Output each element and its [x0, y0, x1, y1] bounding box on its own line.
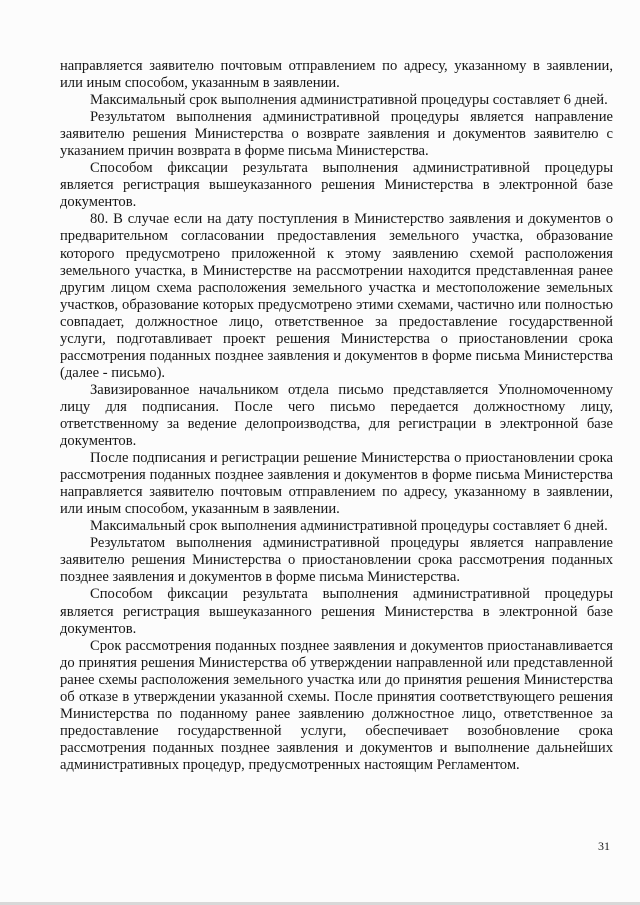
paragraph-max-term-return: Максимальный срок выполнения административной процедуры составляет 6 дней.	[90, 92, 608, 109]
paragraph-continuation: направляется заявителю почтовым отправлением по адресу, указанному в заявлении, или иным способом, указанным в заявлении.	[60, 58, 613, 92]
paragraph-fixation-return: Способом фиксации результата выполнения административной процедуры является регистрация вышеуказанного решения Министерства в электронной базе документов.	[60, 160, 613, 211]
paragraph-result-suspension: Результатом выполнения административной процедуры является направление заявителю решения Министерства о приостановлении срока рассмотрения поданных позднее заявления и документов в форме письма Министерства.	[60, 535, 613, 586]
paragraph-max-term-suspension: Максимальный срок выполнения административной процедуры составляет 6 дней.	[90, 518, 608, 535]
document-body	[60, 58, 613, 774]
paragraph-fixation-suspension: Способом фиксации результата выполнения административной процедуры является регистрация вышеуказанного решения Министерства в электронной базе документов.	[60, 586, 613, 637]
paragraph-after-signing: После подписания и регистрации решение Министерства о приостановлении срока рассмотрения поданных позднее заявления и документов в форме письма Министерства направляется заявителю почтовым отправлением по адресу, указанному в заявлении, или иным способом, указанным в заявлении.	[60, 450, 613, 518]
paragraph-suspension-term: Срок рассмотрения поданных позднее заявления и документов приостанавливается до принятия решения Министерства об утверждении направленной или представленной ранее схемы расположения земельного участка или до принятия решения Министерства об отказе в утверждении указанной схемы. После принятия соответствующего решения Министерства по поданному ранее заявлению должностное лицо, ответственное за предоставление государственной услуги, обеспечивает возобновление срока рассмотрения поданных позднее заявления и документов и выполнение дальнейших административных процедур, предусмотренных настоящим Регламентом.	[60, 637, 613, 773]
paragraph-item-80: 80. В случае если на дату поступления в Министерство заявления и документов о предварительном согласовании предоставления земельного участка, образование которого предусмотрено приложенной к этому заявлению схемой расположения земельного участка, в Министерстве на рассмотрении находится представленная ранее другим лицом схема расположения земельного участка и местоположение земельных участков, образование которых предусмотрено этими схемами, частично или полностью совпадает, должностное лицо, ответственное за предоставление государственной услуги, подготавливает проект решения Министерства о приостановлении срока рассмотрения поданных позднее заявления и документов в форме письма Министерства (далее - письмо).	[60, 211, 613, 381]
page-number: 31	[598, 839, 610, 853]
paragraph-result-return: Результатом выполнения административной процедуры является направление заявителю решения Министерства о возврате заявления и документов заявителю с указанием причин возврата в форме письма Министерства.	[60, 109, 613, 160]
paragraph-letter-signing: Завизированное начальником отдела письмо представляется Уполномоченному лицу для подписания. После чего письмо передается должностному лицу, ответственному за ведение делопроизводства, для регистрации в электронной базе документов.	[60, 381, 613, 450]
